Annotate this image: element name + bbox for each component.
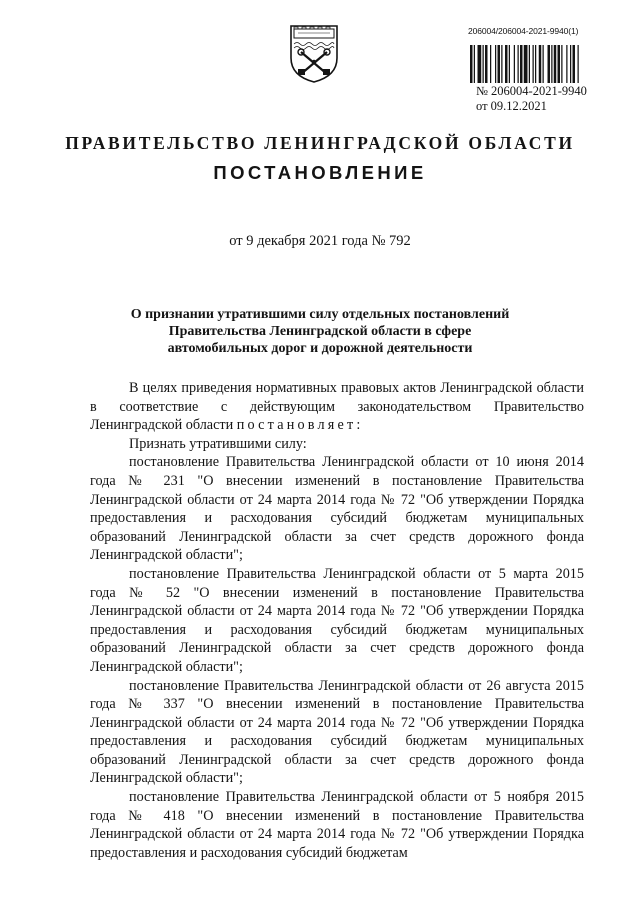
document-body bbox=[90, 379, 584, 862]
document-type: ПОСТАНОВЛЕНИЕ bbox=[213, 162, 427, 183]
subject-line: Правительства Ленинградской области в сфере bbox=[168, 324, 472, 339]
body-paragraph-intro bbox=[90, 379, 584, 435]
document-date-number: от 9 декабря 2021 года № 792 bbox=[229, 233, 411, 249]
registration-date: от 09.12.2021 bbox=[476, 99, 547, 113]
government-title: ПРАВИТЕЛЬСТВО ЛЕНИНГРАДСКОЙ ОБЛАСТИ bbox=[65, 133, 575, 153]
body-paragraph-item: постановление Правительства Ленинградской области от 10 июня 2014 года № 231 "О внесении изменений в постановление Правительства Ленинградской области от 24 марта 2014 года № 72 "Об утверждении Порядка предоставления и расходования субсидий бюджетам муниципальных образований Ленинградской области за счет средств дорожного фонда Ленинградской области"; bbox=[90, 454, 584, 564]
body-paragraph-item: постановление Правительства Ленинградской области от 5 марта 2015 года № 52 "О внесении изменений в постановление Правительства Ленинградской области от 24 марта 2014 года № 72 "Об утверждении Порядка предоставления и расходования субсидий бюджетам муниципальных образований Ленинградской области за счет средств дорожного фонда Ленинградской области"; bbox=[90, 565, 584, 675]
body-paragraph-recognize: Признать утратившими силу: bbox=[129, 435, 307, 452]
body-paragraph-item: постановление Правительства Ленинградской области от 26 августа 2015 года № 337 "О внесении изменений в постановление Правительства Ленинградской области от 24 марта 2014 года № 72 "Об утверждении Порядка предоставления и расходования субсидий бюджетам муниципальных образований Ленинградской области за счет средств дорожного фонда Ленинградской области"; bbox=[90, 677, 584, 787]
intro-text: В целях приведения нормативных правовых актов Ленинградской области в соответствие с действующим законодательством Правительство Ленинградской области bbox=[90, 380, 584, 434]
registration-code: 206004/206004-2021-9940(1) bbox=[468, 26, 579, 36]
decides-text: постановляет: bbox=[236, 417, 364, 434]
registration-number: № 206004-2021-9940 bbox=[476, 84, 587, 98]
barcode-icon bbox=[470, 45, 610, 83]
body-paragraph-item: постановление Правительства Ленинградской области от 5 ноября 2015 года № 418 "О внесении изменений в постановление Правительства Ленинградской области от 24 марта 2014 года № 72 "Об утверждении Порядка предоставления и расходования субсидий бюджетам bbox=[90, 789, 584, 861]
document-subject bbox=[0, 306, 640, 357]
subject-line: автомобильных дорог и дорожной деятельности bbox=[167, 341, 473, 356]
coat-of-arms-icon bbox=[288, 22, 340, 84]
subject-line: О признании утратившими силу отдельных постановлений bbox=[130, 307, 510, 322]
